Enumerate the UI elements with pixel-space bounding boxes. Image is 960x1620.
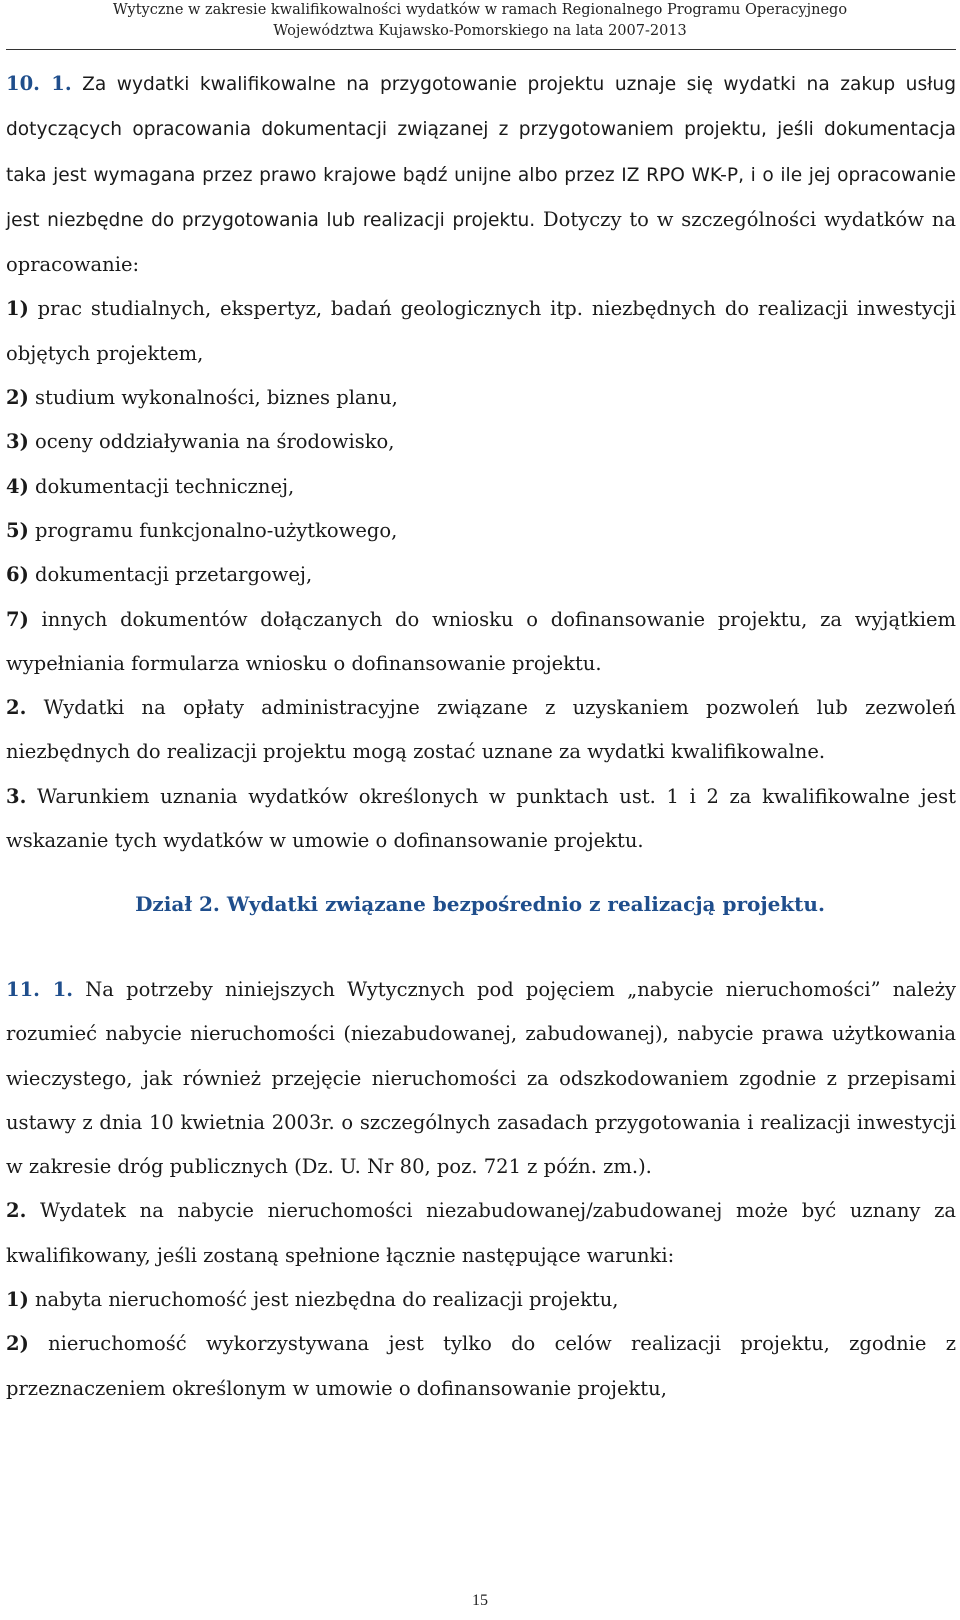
list-item: [6, 1322, 956, 1411]
paragraph-text: Wydatek na nabycie nieruchomości niezabudowanej/zabudowanej może być uznany za kwalifikowany, jeśli zostaną spełnione łącznie następujące warunki:: [6, 1199, 956, 1267]
item-number: 2): [6, 1332, 29, 1356]
paragraph-text: Na potrzeby niniejszych Wytycznych pod pojęciem „nabycie nieruchomości” należy rozumieć nabycie nieruchomości (niezabudowanej, zabudowanej), nabycie prawa użytkowania wieczystego, jak również przejęcie nieruchomości za odszkodowaniem zgodnie z przepisami ustawy z dnia 10 kwietnia 2003r. o szczególnych zasadach przygotowania i realizacji inwestycji w zakresie dróg publicznych (Dz. U. Nr 80, poz. 721 z późn. zm.).: [6, 978, 957, 1179]
header-line-1: Wytyczne w zakresie kwalifikowalności wydatków w ramach Regionalnego Programu Operacyjnego: [112, 2, 848, 18]
paragraph-text: Za wydatki kwalifikowalne na przygotowanie projektu uznaje się wydatki na zakup usług dotyczących opracowania dokumentacji związanej z przygotowaniem projektu, jeśli dokumentacja taka jest wymagana przez prawo krajowe bądź unijne albo przez IZ RPO WK-P, i o ile jej opracowanie jest niezbędne do przygotowania lub realizacji projektu.: [6, 74, 956, 231]
document-header: [0, 0, 960, 42]
item-text: dokumentacji technicznej,: [28, 474, 295, 498]
item-text: dokumentacji przetargowej,: [28, 563, 313, 587]
item-number: 6): [6, 563, 29, 587]
item-number: 7): [6, 607, 29, 631]
paragraph-number: 2.: [6, 696, 27, 720]
header-line-2: Województwa Kujawsko-Pomorskiego na lata 2007-2013: [273, 23, 687, 39]
list-item: [6, 376, 956, 420]
item-text: nieruchomość wykorzystywana jest tylko do celów realizacji projektu, zgodnie z przeznaczeniem określonym w umowie o dofinansowanie projektu,: [6, 1332, 956, 1400]
item-text: oceny oddziaływania na środowisko,: [28, 430, 395, 454]
item-number: 4): [6, 474, 29, 498]
list-item: [6, 287, 956, 376]
item-text: programu funkcjonalno-użytkowego,: [28, 518, 398, 542]
item-number: 2): [6, 386, 29, 410]
item-number: 1): [6, 297, 29, 321]
list-item: [6, 509, 956, 553]
list-item: [6, 420, 956, 464]
item-number: 1): [6, 1288, 29, 1312]
paragraph-text: Warunkiem uznania wydatków określonych w punktach ust. 1 i 2 za kwalifikowalne jest wskazanie tych wydatków w umowie o dofinansowanie projektu.: [6, 784, 956, 853]
item-text: innych dokumentów dołączanych do wniosku o dofinansowanie projektu, za wyjątkiem wypełniania formularza wniosku o dofinansowanie projektu.: [6, 607, 956, 675]
paragraph-number: 3.: [6, 784, 27, 808]
paragraph-text: Wydatki na opłaty administracyjne związane z uzyskaniem pozwoleń lub zezwoleń niezbędnych do realizacji projektu mogą zostać uznane za wydatki kwalifikowalne.: [6, 696, 956, 764]
item-number: 3): [6, 430, 29, 454]
page-number: 15: [472, 1592, 488, 1609]
section-heading: Dział 2. Wydatki związane bezpośrednio z realizacją projektu.: [135, 892, 825, 916]
paragraph-10-2: [6, 686, 956, 775]
paragraph-11-2: [6, 1189, 956, 1278]
section-11: [6, 968, 956, 1411]
paragraph-number: 11. 1.: [6, 978, 74, 1001]
paragraph-11-1: [6, 968, 956, 1189]
item-text: studium wykonalności, biznes planu,: [28, 386, 398, 410]
item-text: nabyta nieruchomość jest niezbędna do realizacji projektu,: [28, 1288, 619, 1312]
list-item: [6, 598, 956, 687]
list-item: [6, 465, 956, 509]
item-text: prac studialnych, ekspertyz, badań geologicznych itp. niezbędnych do realizacji inwestycji objętych projektem,: [6, 297, 956, 365]
paragraph-number: 10. 1.: [6, 72, 72, 95]
list-item: [6, 1278, 956, 1322]
paragraph-10-3: [6, 775, 956, 864]
section-10: [6, 62, 956, 863]
list-item: [6, 553, 956, 597]
header-divider: [6, 49, 956, 50]
item-number: 5): [6, 518, 29, 542]
paragraph-10-1: [6, 62, 956, 287]
paragraph-number: 2.: [6, 1199, 27, 1223]
paragraph-text: Dotyczy to w szczególności wydatków na opracowanie:: [6, 207, 957, 277]
